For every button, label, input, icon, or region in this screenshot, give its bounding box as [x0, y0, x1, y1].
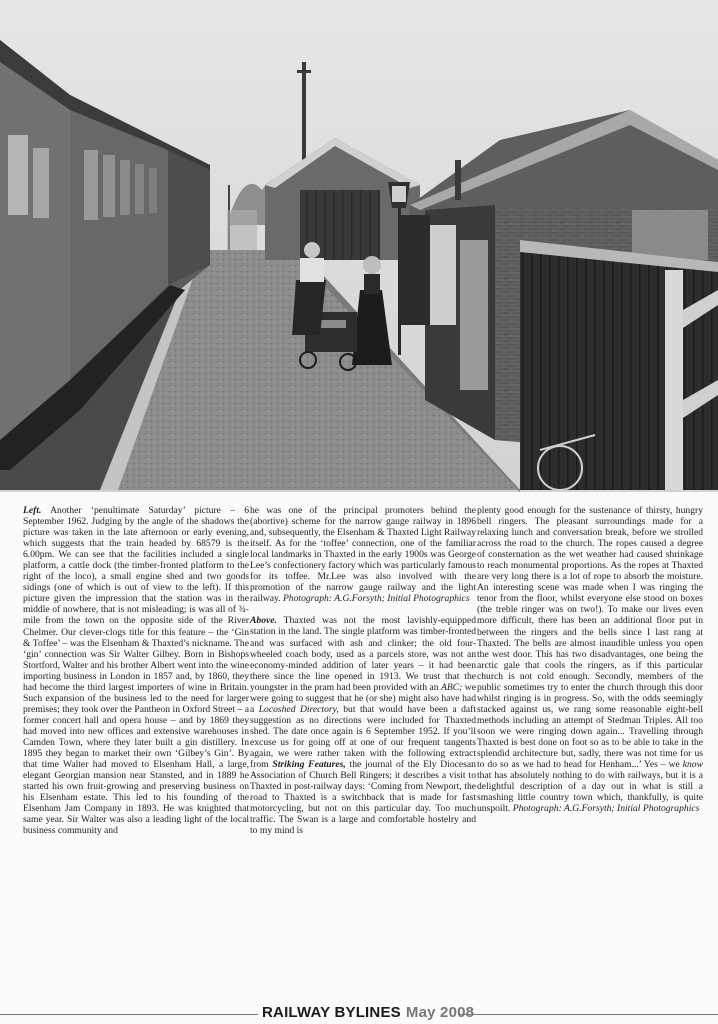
magazine-name: RAILWAY BYLINES: [262, 1004, 401, 1021]
text-column-right: [477, 505, 703, 825]
italic-title-striking-features: Striking Features,: [272, 759, 346, 771]
caption-above-photo: [250, 615, 476, 836]
photo-credit: Photograph: A.G.Forsyth; Initial Photographics: [280, 593, 470, 605]
caption-text: the journal of the Ely Diocesan Association of Church Bell Ringers; it describes a visit to Thaxted in post-railway days: ‘Coming from Newport, the road to Thaxted is a switchback that is made for fast motorcycling, but not on this particular day. Too much traffic. The Swan is a large and comfortable hostelry and to my mind is: [250, 759, 476, 837]
photo-credit: Photograph: A.G.Forsyth; Initial Photographics: [510, 803, 700, 815]
caption-lead-above: Above.: [250, 615, 277, 627]
caption-lead-left: Left.: [23, 505, 42, 516]
footer-rule-left: [0, 1014, 258, 1015]
italic-title-locoshed: Locoshed Directory,: [258, 703, 339, 715]
caption-text: Another ‘penultimate Saturday’ picture – 6 September 1962. Judging by the angle of the shadows the picture was taken in the late afternoon or early evening, which suggests that the train headed by 68579 is the 6.00pm. We can see that the facilities included a single platform, a cattle dock (the timber-fronted platform to the right of the loco), a small engine shed and two goods sidings (one of which is out of view to the left). If this picture given the impression that the station was in the middle of nowhere, that is not misleading; is was all of ¾-mile from the town on the opposite side of the River Chelmer. Our clever-clogs title for this feature – the ‘Gin & Toffee’ – was the Elsenham & Thaxted’s nickname. The ‘gin’ connection was Sir Walter Gilbey. Born in Bishops Stortford, Walter and his brother Albert went into the wine importing business in London in 1857 and, by 1860, they had become the third largest importers of wine in Britain. Such expansion of the business led to the need for larger premises; they took over the Pantheon in Oxford Street – a former concert hall and opera house – and by 1869 they had moved into new offices and extensive warehouses in Camden Town, where they later built a gin distillery. In 1895 they began to market their own ‘Gilbey’s Gin’. By that time Walter had moved to Elsenham Hall, a large, elegant Georgian mansion near Stansted, and in 1889 he started his own fruit-growing and preserving business on his Elsenham estate. This led to his founding of the Elsenham Jam Company in 1893. He was knighted that same year. Sir Walter was also a leading light of the local business community and: [23, 505, 249, 837]
caption-text: he was one of the principal promoters behind the (abortive) scheme for the narrow gauge railway in 1896 and, subsequently, the Elsenham & Thaxted Light Railway itself. As for the ‘toffee’ connection, one of the familiar local landmarks in Thaxted in the early 1900s was George Lee’s confectionery factory which was particularly famous for its toffee. Mr.Lee was also involved with the promotion of the narrow gauge railway and the light railway.: [250, 505, 476, 605]
caption-text: plenty good enough for the sustenance of thirsty, hungry bell ringers. The pleasant surroundings made for a relaxing lunch and conversation break, before we strolled across the road to the church. The ropes caused a degree of consternation as the wet weather had caused shrinkage to reach monumental proportions. As the ropes at Thaxted are very long there is a lot of rope to absorb the moisture. An interesting scene was made when I was ringing the tenor from the floor, whilst everyone else stood on boxes (the treble ringer was on two!). To make our lives even more difficult, there has been an additional floor put in between the ringers and the bells since I last rang at Thaxted. The bells are almost inaudible unless you open the west door. This has two disadvantages, one being the arctic gale that cools the ringers, as if this particular church is not cold enough. Secondly, members of the public sometimes try to enter the church through this door whilst ringing is in progress. So, with the odds seemingly stacked against us, we rang some reasonable eight-bell methods including an attempt of Stedman Triples. All too soon we were ringing down again... Travelling through Thaxted is best done on foot so as to be able to take in the splendid architecture but, sadly, there was not time for us to do so as we had to head for Henham...’ Yes – we: [477, 505, 703, 771]
caption-continuation: [477, 505, 703, 814]
issue-date: May 2008: [405, 1004, 475, 1021]
caption-continuation: [250, 505, 476, 604]
caption-left-photo: [23, 505, 249, 836]
page-footer: [262, 1004, 474, 1021]
italic-title-abc: ABC;: [441, 681, 463, 693]
text-column-middle: [250, 505, 476, 847]
caption-text: we were going to suggest that he (or she) might also have had a: [250, 681, 476, 715]
italic-word-know: know: [682, 759, 703, 771]
station-platform-photo: [0, 0, 718, 492]
caption-text: that has absolutely nothing to do with railways, but it is a delightful description of a day out in what is still a smashing little country town which, thankfully, is quite unspoilt.: [477, 770, 703, 815]
footer-rule-right: [458, 1014, 718, 1015]
caption-text: Thaxted was not the most lavishly-equipped station in the land. The single platform was timber-fronted and was surfaced with ash and clinker; the old four-wheeled coach body, used as a parcels store, was not an economy-minded addition of later years – it had been there since the line opened in 1913. We trust that the youngster in the pram had been provided with an: [250, 615, 476, 693]
text-column-left: [23, 505, 249, 847]
caption-text: but that would have been a daft suggestion as no directions were included for Thaxted shed. The date once again is 6 September 1952. If you’ll excuse us for going off at one of our frequent tangents again, we were rather taken with the following extract from: [250, 703, 476, 771]
